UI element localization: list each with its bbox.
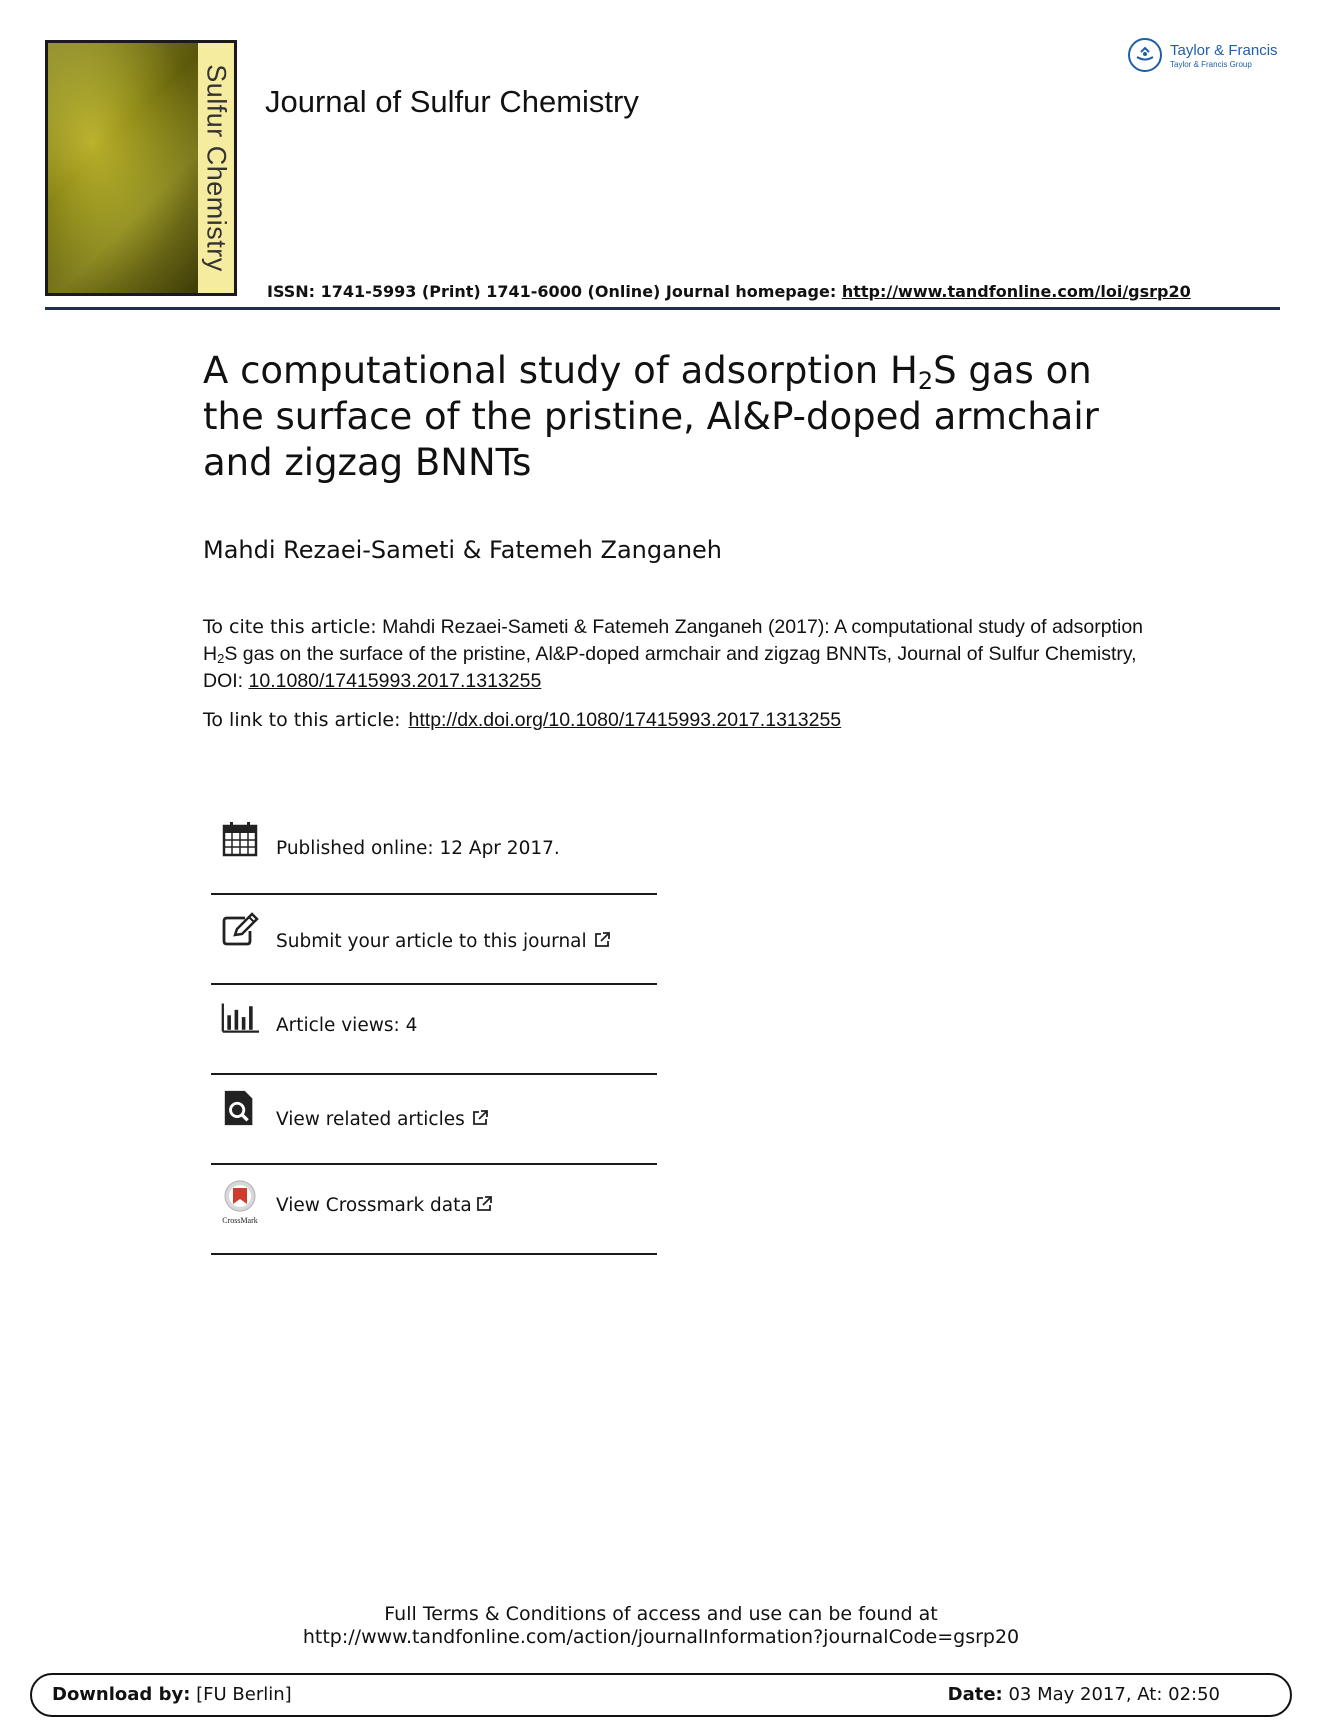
article-views-text: Article views: 4	[276, 1015, 418, 1036]
publisher-logo[interactable]	[1128, 38, 1284, 78]
article-title-subscript: 2	[917, 367, 934, 395]
download-value: [FU Berlin]	[190, 1684, 292, 1705]
date-label: Date:	[947, 1684, 1003, 1705]
info-row-views	[211, 985, 657, 1075]
published-online-text: Published online: 12 Apr 2017.	[276, 838, 560, 859]
crossmark-link[interactable]	[276, 1195, 493, 1216]
submit-article-text: Submit your article to this journal	[276, 931, 587, 952]
publisher-subtitle: Taylor & Francis Group	[1170, 60, 1252, 69]
info-row-published	[211, 808, 657, 895]
article-title-part1: A computational study of adsorption H	[203, 349, 918, 392]
article-link-label: To link to this article:	[203, 709, 401, 731]
citation-text-part1: Mahdi Rezaei-Sameti & Fatemeh Zanganeh (2017): A computational study of adsorption H	[203, 616, 1144, 665]
issn-text: ISSN: 1741-5993 (Print) 1741-6000 (Online) Journal homepage:	[267, 282, 842, 301]
citation-block	[203, 614, 1143, 695]
citation-doi-link[interactable]: 10.1080/17415993.2017.1313255	[248, 670, 542, 692]
article-authors: Mahdi Rezaei-Sameti & Fatemeh Zanganeh	[203, 536, 723, 564]
issn-line	[267, 282, 1191, 301]
cover-spine-title: Sulfur Chemistry	[201, 64, 232, 272]
header-rule	[45, 307, 1280, 310]
external-link-icon	[593, 931, 611, 949]
crossmark-icon	[219, 1179, 261, 1225]
article-title	[203, 348, 1143, 486]
journal-title: Journal of Sulfur Chemistry	[265, 84, 639, 119]
crossmark-text: View Crossmark data	[276, 1195, 472, 1216]
publisher-name: Taylor & Francis	[1170, 42, 1278, 59]
cover-spine	[198, 43, 234, 293]
cover-artwork	[48, 43, 198, 293]
download-date	[948, 1684, 1220, 1705]
terms-line-1: Full Terms & Conditions of access and use can be found at	[384, 1603, 938, 1625]
citation-text-part2: S gas on the surface of the pristine, Al&P-doped armchair and zigzag BNNTs, Journal of Sulfur Chemistry, DOI:	[203, 643, 1137, 692]
calendar-icon	[221, 820, 259, 858]
related-articles-text: View related articles	[276, 1109, 465, 1130]
download-label: Download by:	[52, 1684, 191, 1705]
journal-cover-image	[45, 40, 237, 296]
crossmark-icon-label: CrossMark	[222, 1216, 258, 1225]
date-value: 03 May 2017, At: 02:50	[1002, 1684, 1220, 1705]
article-title-part2: S gas on the surface of the pristine, Al&P-doped armchair and zigzag BNNTs	[203, 349, 1099, 484]
terms-notice	[0, 1603, 1322, 1649]
info-row-related[interactable]	[211, 1075, 657, 1165]
download-by	[52, 1684, 292, 1705]
external-link-icon	[475, 1195, 493, 1213]
publisher-logo-icon	[1128, 38, 1162, 72]
download-info-bar	[30, 1673, 1292, 1717]
journal-homepage-link[interactable]: http://www.tandfonline.com/loi/gsrp20	[841, 282, 1191, 301]
info-row-crossmark[interactable]	[211, 1165, 657, 1255]
external-link-icon	[471, 1109, 489, 1127]
citation-label: To cite this article:	[203, 616, 377, 638]
document-search-icon	[221, 1089, 259, 1127]
bar-chart-icon	[221, 999, 259, 1037]
article-info-list	[211, 808, 657, 1255]
citation-subscript: 2	[217, 651, 225, 666]
article-link-line	[203, 708, 841, 732]
terms-line-2-link[interactable]: http://www.tandfonline.com/action/journalInformation?journalCode=gsrp20	[302, 1626, 1020, 1648]
submit-article-link[interactable]	[276, 931, 611, 952]
article-link-url[interactable]: http://dx.doi.org/10.1080/17415993.2017.1313255	[408, 709, 842, 731]
info-row-submit[interactable]	[211, 895, 657, 985]
related-articles-link[interactable]	[276, 1109, 489, 1130]
edit-icon	[221, 911, 259, 949]
